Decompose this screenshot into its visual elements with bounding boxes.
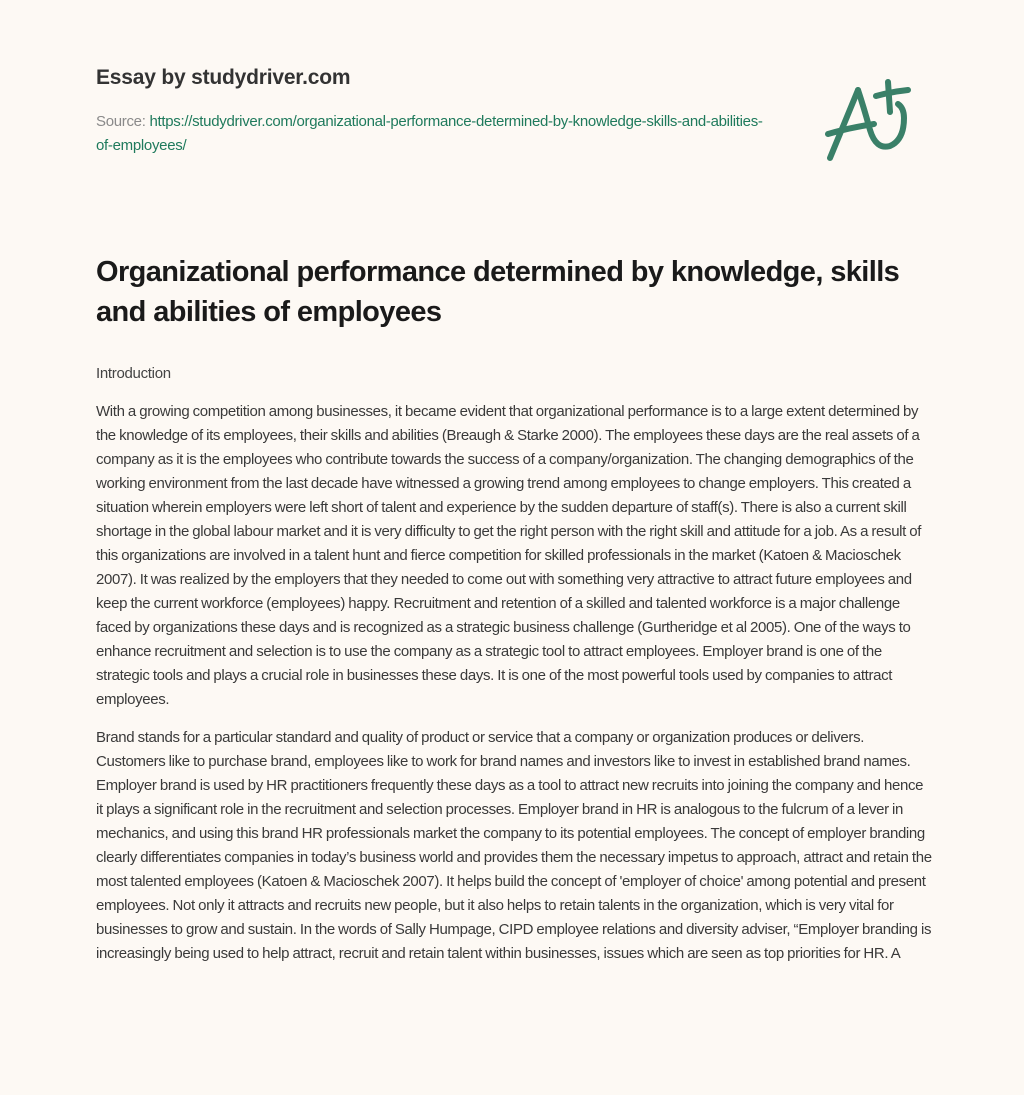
source-link[interactable]: https://studydriver.com/organizational-performance-determined-by-knowledge-skills-and-abilities-of-employees/ bbox=[96, 113, 763, 154]
source-line bbox=[96, 110, 776, 158]
source-label: Source: bbox=[96, 113, 150, 130]
document-title: Organizational performance determined by knowledge, skills and abilities of employees bbox=[96, 256, 900, 328]
body-paragraph: With a growing competition among businesses, it became evident that organizational performance is to a large extent determined by the knowledge of its employees, their skills and abilities (Breaugh & Starke 2000). The employees these days are the real assets of a company as it is the employees who contribute towards the success of a company/organization. The changing demographics of the working environment from the last decade have witnessed a growing trend among employees to change employers. This created a situation wherein employers were left short of talent and experience by the sudden departure of staff(s). There is also a current skill shortage in the global labour market and it is very difficulty to get the right person with the right skill and attitude for a job. As a result of this organizations are involved in a talent hunt and fierce competition for skilled professionals in the market (Katoen & Macioschek 2007). It was realized by the employers that they needed to come out with something very attractive to attract future employees and keep the current workforce (employees) happy. Recruitment and retention of a skilled and talented workforce is a major challenge faced by organizations these days and is recognized as a strategic business challenge (Gurtheridge et al 2005). One of the ways to enhance recruitment and selection is to use the company as a strategic tool to attract employees. Employer brand is one of the strategic tools and plays a crucial role in businesses these days. It is one of the most powerful tools used by companies to attract employees. bbox=[96, 403, 922, 708]
body-paragraph: Brand stands for a particular standard and quality of product or service that a company or organization produces or delivers. Customers like to purchase brand, employees like to work for brand names and investors like to invest in established brand names. Employer brand is used by HR practitioners frequently these days as a tool to attract new recruits into joining the company and hence it plays a significant role in the recruitment and selection processes. Employer brand in HR is analogous to the fulcrum of a lever in mechanics, and using this brand HR professionals market the company to its potential employees. The concept of employer branding clearly differentiates companies in today’s business world and provides them the necessary impetus to approach, attract and retain the most talented employees (Katoen & Macioschek 2007). It helps build the concept of 'employer of choice' among potential and present employees. Not only it attracts and recruits new people, but it also helps to retain talents in the organization, which is very vital for businesses to grow and sustain. In the words of Sally Humpage, CIPD employee relations and diversity adviser, “Employer branding is increasingly being used to help attract, recruit and retain talent within businesses, issues which are seen as top priorities for HR. A bbox=[96, 729, 932, 962]
page-header bbox=[96, 64, 776, 158]
site-title: Essay by studydriver.com bbox=[96, 66, 351, 89]
essay-content bbox=[96, 252, 932, 966]
section-heading-introduction: Introduction bbox=[96, 365, 171, 382]
a-plus-grade-icon bbox=[818, 68, 930, 168]
